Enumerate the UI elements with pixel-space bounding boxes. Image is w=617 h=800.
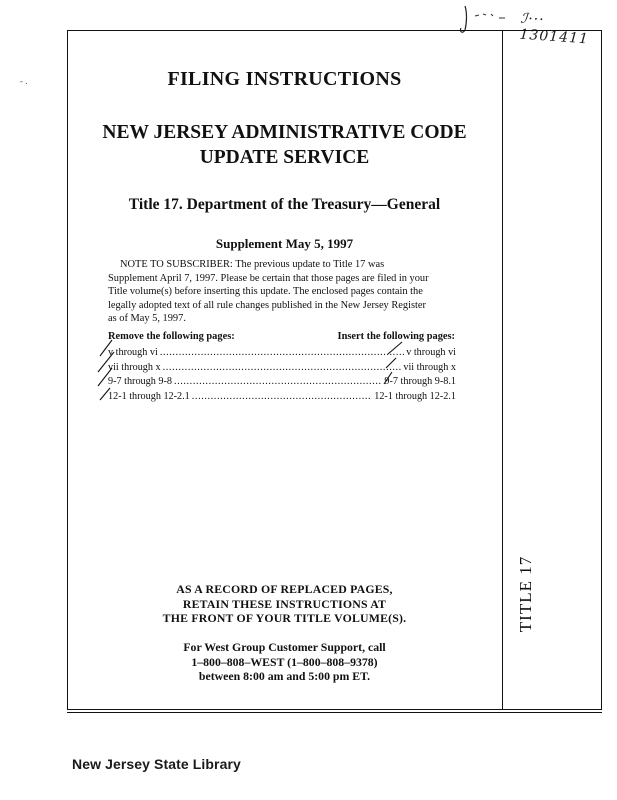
stray-mark: - . bbox=[20, 76, 28, 86]
supplement-date: Supplement May 5, 1997 bbox=[215, 236, 354, 251]
insert-pages: 12-1 through 12-2.1 bbox=[374, 390, 456, 402]
remove-pages: vii through x bbox=[108, 361, 161, 373]
customer-support bbox=[67, 640, 502, 684]
note-line: NOTE TO SUBSCRIBER: The previous update to Title 17 was bbox=[120, 259, 385, 270]
remove-pages: v through vi bbox=[108, 347, 158, 358]
remove-heading: Remove the following pages: bbox=[108, 331, 235, 342]
note-line: Title volume(s) before inserting this update. The enclosed pages contain the bbox=[108, 286, 423, 297]
tab-label bbox=[516, 555, 580, 633]
frame-double-rule bbox=[67, 712, 602, 713]
page-title: FILING INSTRUCTIONS bbox=[167, 68, 402, 90]
subscriber-note bbox=[108, 258, 458, 326]
note-line: Supplement April 7, 1997. Please be certain that those pages are filed in your bbox=[108, 272, 429, 284]
note-line: legally adopted text of all rule changes published in the New Jersey Register bbox=[108, 299, 426, 311]
record-notice bbox=[67, 582, 502, 626]
tab-divider bbox=[502, 30, 503, 710]
insert-pages: 9-7 through 9-8.1 bbox=[384, 376, 456, 387]
record-line: RETAIN THESE INSTRUCTIONS AT bbox=[182, 596, 387, 611]
code-title-line-1: NEW JERSEY ADMINISTRATIVE CODE bbox=[102, 122, 467, 143]
insert-pages: vii through x bbox=[403, 361, 456, 373]
code-title bbox=[67, 120, 502, 170]
record-line: THE FRONT OF YOUR TITLE VOLUME(S). bbox=[162, 611, 407, 625]
handwritten-note: ℐ··· 1301411 bbox=[519, 10, 590, 48]
library-stamp: New Jersey State Library bbox=[72, 756, 241, 772]
remove-pages: 9-7 through 9-8 bbox=[108, 376, 172, 387]
title-heading: Title 17. Department of the Treasury—General bbox=[128, 196, 441, 213]
insert-pages: v through vi bbox=[406, 347, 456, 358]
handwritten-checkmarks bbox=[96, 332, 466, 408]
tab-label-text: TITLE 17 bbox=[516, 555, 536, 633]
support-phone: 1–800–808–WEST (1–800–808–9378) bbox=[191, 654, 378, 669]
insert-heading: Insert the following pages: bbox=[337, 331, 455, 342]
remove-pages: 12-1 through 12-2.1 bbox=[108, 390, 190, 402]
record-line: AS A RECORD OF REPLACED PAGES, bbox=[176, 582, 393, 596]
code-title-line-2: UPDATE SERVICE bbox=[199, 147, 370, 168]
support-hours: between 8:00 am and 5:00 pm ET. bbox=[198, 669, 371, 683]
note-line: as of May 5, 1997. bbox=[108, 313, 186, 324]
support-line: For West Group Customer Support, call bbox=[183, 640, 386, 654]
